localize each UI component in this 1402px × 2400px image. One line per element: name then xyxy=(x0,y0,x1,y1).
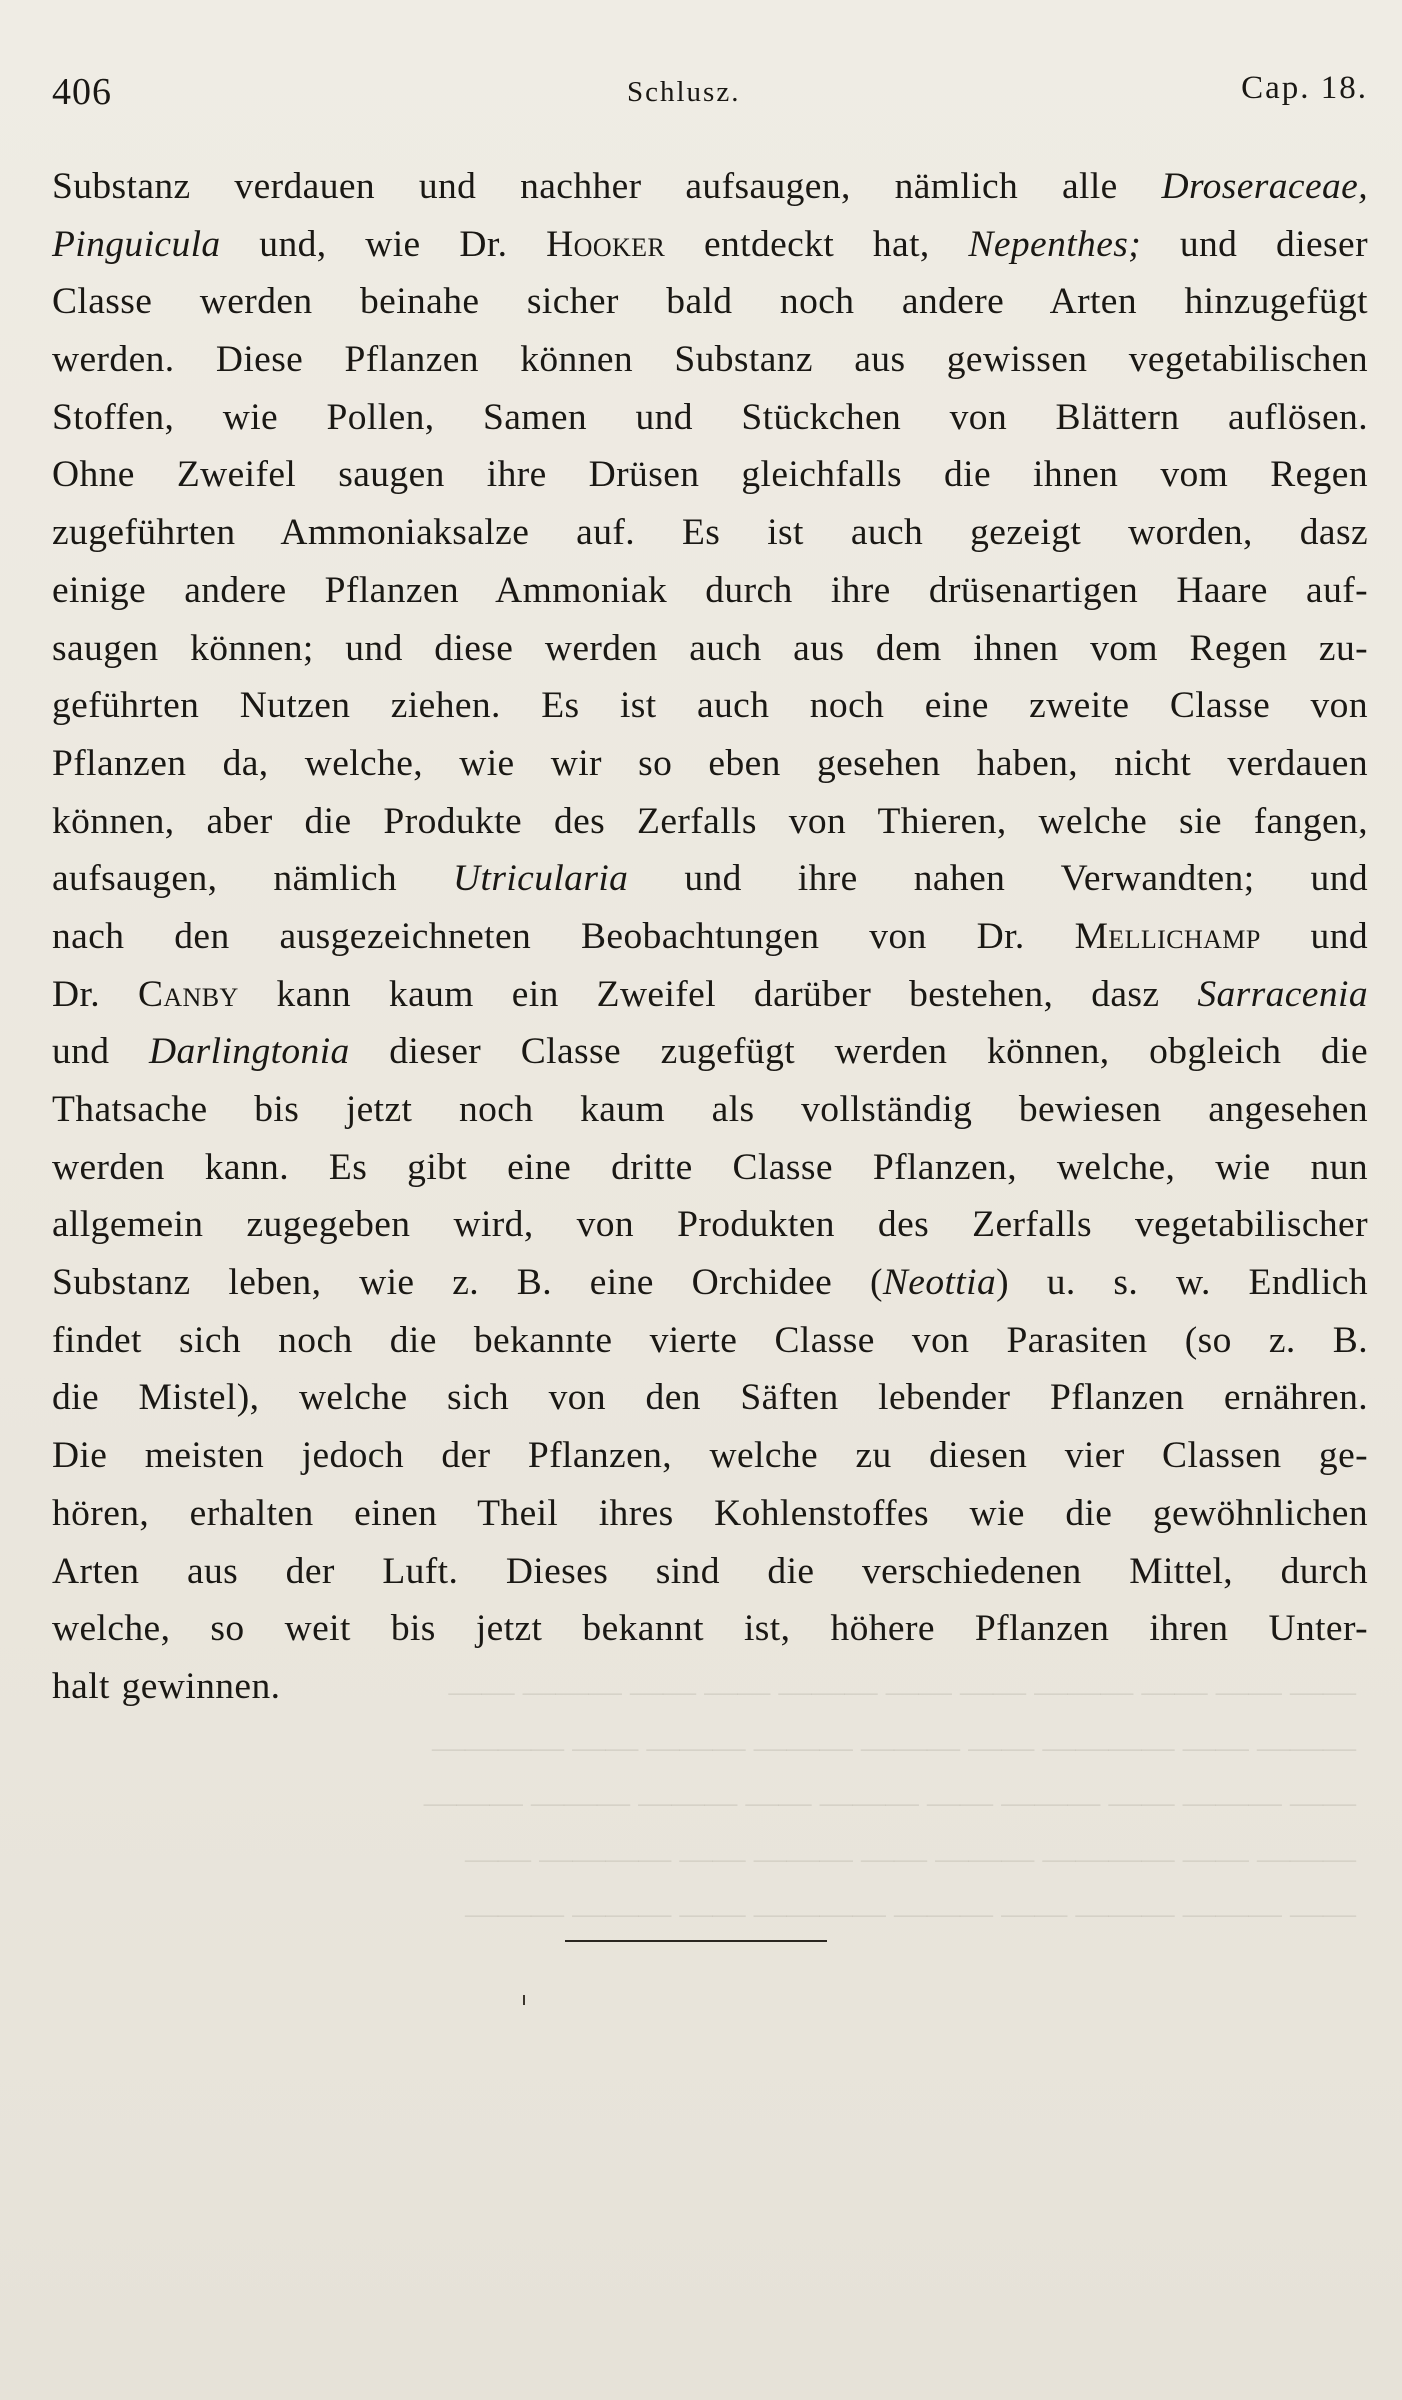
text-run: zugeführten Ammoniaksalze auf. Es ist auch gezeigt worden, dasz xyxy=(52,512,1368,554)
text-run: welche, so weit bis jetzt bekannt ist, höhere Pflanzen ihren Unter- xyxy=(52,1608,1368,1650)
text-line xyxy=(52,1023,1368,1081)
text-line xyxy=(52,735,1368,793)
text-run: und, wie Dr. xyxy=(220,223,547,265)
text-line xyxy=(52,1369,1368,1427)
text-run: kann kaum ein Zweifel darüber bestehen, dasz xyxy=(238,973,1198,1015)
text-run: und xyxy=(1260,915,1368,957)
bleed-through-texture: —— —— —— ——— —— —— ——— —— —— ——— —— ——— —— ———— —— ——— ——— ——— —— ———— —— ——— —— ——— —— ——— —— ——— ——— ——— ——— —— ———— ——— —— ——— —— ———— —— —— ——— ——— —— ——— ———— —— ——— ——— xyxy=(423,1674,1356,1932)
text-line xyxy=(52,216,1368,274)
text-line xyxy=(52,620,1368,678)
text-run: Classe werden beinahe sicher bald noch andere Arten hinzugefügt xyxy=(52,281,1368,323)
italic-term: Darlingtonia xyxy=(149,1031,350,1073)
text-run: Pflanzen da, welche, wie wir so eben gesehen haben, nicht verdauen xyxy=(52,742,1368,784)
text-line xyxy=(52,389,1368,447)
text-line xyxy=(52,677,1368,735)
text-run: Substanz leben, wie z. B. eine Orchidee ( xyxy=(52,1262,883,1304)
running-title: Schlusz. xyxy=(627,76,741,108)
text-run: entdeckt hat, xyxy=(665,223,969,265)
text-run: geführten Nutzen ziehen. Es ist auch noch eine zweite Classe von xyxy=(52,685,1368,727)
text-run: dieser Classe zugefügt werden können, obgleich die xyxy=(349,1031,1368,1073)
text-line xyxy=(52,1600,1368,1658)
italic-term: Nepenthes; xyxy=(968,223,1142,265)
text-line xyxy=(52,331,1368,389)
text-line xyxy=(52,850,1368,908)
text-run: und dieser xyxy=(1141,223,1368,265)
text-line xyxy=(52,1543,1368,1601)
text-run: können, aber die Produkte des Zerfalls von Thieren, welche sie fangen, xyxy=(52,800,1368,842)
author-name: Canby xyxy=(137,973,239,1015)
text-run: allgemein zugegeben wird, von Produkten des Zerfalls vegetabilischer xyxy=(52,1204,1368,1246)
text-line xyxy=(52,1196,1368,1254)
text-run: nach den ausgezeichneten Beobachtungen von Dr. xyxy=(52,915,1075,957)
text-run: werden kann. Es gibt eine dritte Classe Pflanzen, welche, wie nun xyxy=(52,1146,1368,1188)
italic-term: Droseraceae, xyxy=(1161,166,1368,207)
text-run: findet sich noch die bekannte vierte Classe von Parasiten (so z. B. xyxy=(52,1319,1368,1361)
text-run: Thatsache bis jetzt noch kaum als vollständig bewiesen angesehen xyxy=(52,1089,1368,1130)
print-speck xyxy=(523,1995,525,2005)
page-number: 406 xyxy=(52,71,112,113)
text-line xyxy=(52,1139,1368,1197)
author-name: Mellichamp xyxy=(1074,915,1261,957)
text-run: halt gewinnen. xyxy=(52,1665,281,1707)
page-header xyxy=(52,70,1368,120)
italic-term: Utricularia xyxy=(453,858,629,900)
text-run: hören, erhalten einen Theil ihres Kohlenstoffes wie die gewöhnlichen xyxy=(52,1492,1368,1534)
body-text xyxy=(52,158,1368,1716)
italic-term: Sarracenia xyxy=(1197,973,1368,1015)
text-run: Dr. xyxy=(52,973,138,1015)
text-line xyxy=(52,158,1368,216)
chapter-label: Cap. 18. xyxy=(1241,70,1368,106)
text-run: werden. Diese Pflanzen können Substanz aus gewissen vegetabilischen xyxy=(52,339,1368,381)
text-run: die Mistel), welche sich von den Säften lebender Pflanzen ernähren. xyxy=(52,1377,1368,1419)
text-line xyxy=(52,1658,1368,1716)
text-line xyxy=(52,562,1368,620)
text-line xyxy=(52,908,1368,966)
text-run: einige andere Pflanzen Ammoniak durch ihre drüsenartigen Haare auf- xyxy=(52,569,1368,611)
text-run: Stoffen, wie Pollen, Samen und Stückchen von Blättern auflösen. xyxy=(52,396,1368,438)
text-line xyxy=(52,504,1368,562)
text-line xyxy=(52,273,1368,331)
text-line xyxy=(52,793,1368,851)
text-run: aufsaugen, nämlich xyxy=(52,858,454,900)
text-run: Die meisten jedoch der Pflanzen, welche zu diesen vier Classen ge- xyxy=(52,1435,1368,1477)
text-run: saugen können; und diese werden auch aus dem ihnen vom Regen zu- xyxy=(52,627,1368,669)
italic-term: Pinguicula xyxy=(52,223,221,265)
italic-term: Neottia xyxy=(882,1262,997,1304)
text-line xyxy=(52,1312,1368,1370)
text-line xyxy=(52,446,1368,504)
text-line xyxy=(52,1427,1368,1485)
text-run: Arten aus der Luft. Dieses sind die verschiedenen Mittel, durch xyxy=(52,1550,1368,1592)
text-run: und ihre nahen Verwandten; und xyxy=(628,858,1368,900)
text-run: Substanz verdauen und nachher aufsaugen, nämlich alle xyxy=(52,166,1162,207)
text-line xyxy=(52,1485,1368,1543)
text-run: und xyxy=(52,1031,150,1073)
text-line xyxy=(52,966,1368,1024)
text-run: ) u. s. w. Endlich xyxy=(996,1262,1368,1304)
text-run: Ohne Zweifel saugen ihre Drüsen gleichfalls die ihnen vom Regen xyxy=(52,454,1368,496)
text-line xyxy=(52,1254,1368,1312)
text-line xyxy=(52,1081,1368,1139)
author-name: Hooker xyxy=(546,223,666,265)
section-rule xyxy=(565,1940,827,1942)
